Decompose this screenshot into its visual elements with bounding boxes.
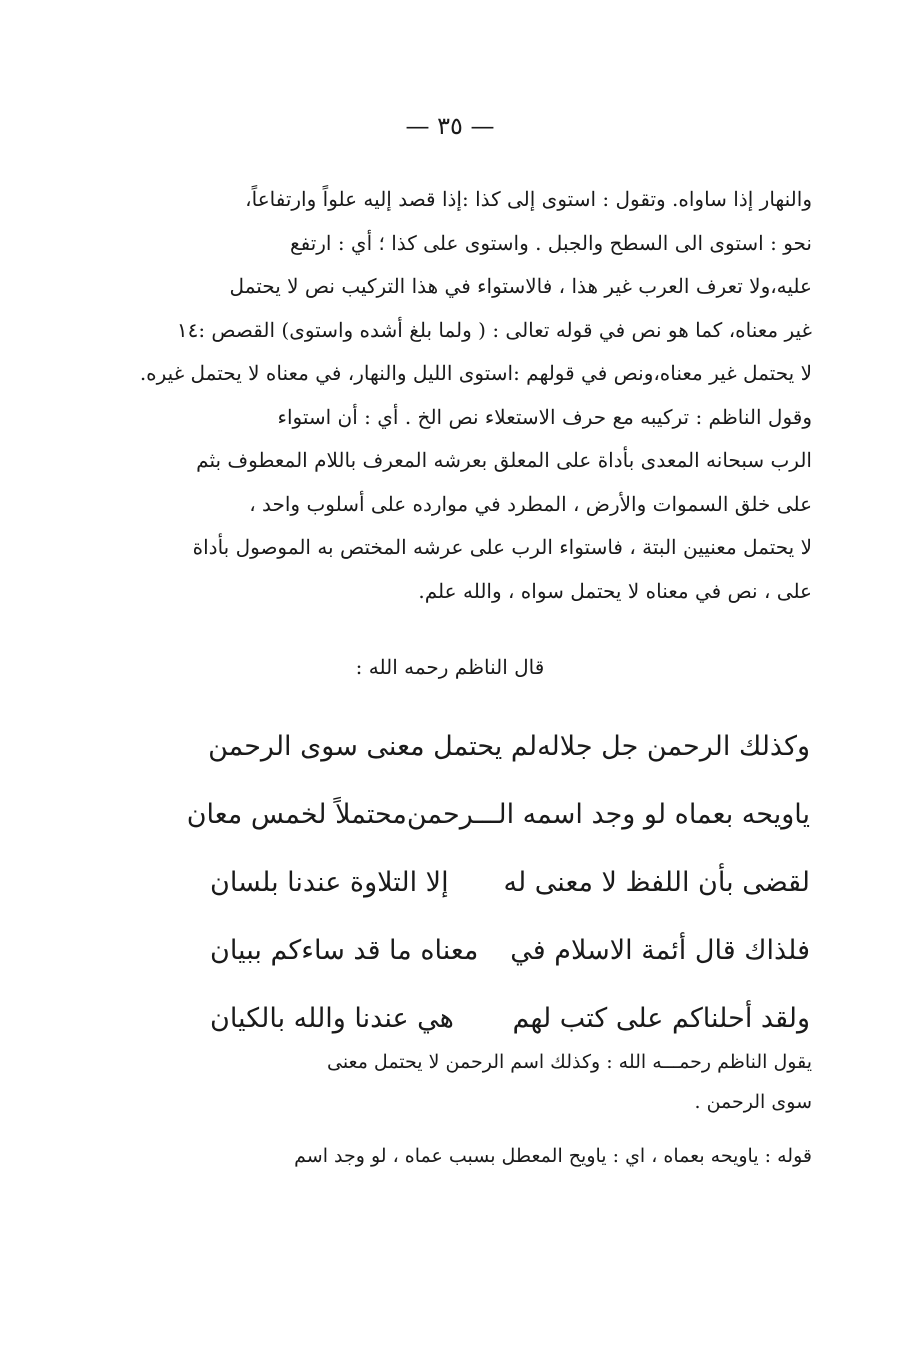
verse-first-hemistich: ياويحه بعماه لو وجد اسمه الـــرحمن bbox=[406, 798, 810, 830]
verse-second-hemistich: معناه ما قد ساءكم ببيان bbox=[210, 934, 479, 966]
text-line: لا يحتمل معنيين البتة ، فاستواء الرب على عرشه المختص به الموصول بأداة bbox=[192, 535, 812, 559]
verse-second-hemistich: محتملاً لخمس معان bbox=[186, 798, 407, 830]
text-line: قوله : ياويحه بعماه ، اي : ياويح المعطل بسبب عماه ، لو وجد اسم bbox=[294, 1145, 812, 1167]
commentary-paragraph bbox=[200, 1042, 812, 1176]
poem-verses bbox=[186, 712, 810, 1052]
text-line: على ، نص في معناه لا يحتمل سواه ، والله علم. bbox=[418, 578, 812, 603]
verse-first-hemistich: ولقد أحلناكم على كتب لهم bbox=[512, 1002, 810, 1034]
verse-second-hemistich: هي عندنا والله بالكيان bbox=[210, 1002, 454, 1034]
text-line: والنهار إذا ساواه. وتقول : استوى إلى كذا :إذا قصد إليه علواً وارتفاعاً، bbox=[245, 187, 812, 211]
text-line: سوى الرحمن . bbox=[694, 1091, 812, 1113]
page-number: — ٣٥ — bbox=[405, 112, 495, 140]
verse-line bbox=[210, 916, 810, 984]
verse-first-hemistich: وكذلك الرحمن جل جلاله bbox=[537, 730, 810, 762]
verse-second-hemistich: لم يحتمل معنى سوى الرحمن bbox=[208, 730, 538, 762]
text-line: الرب سبحانه المعدى بأداة على المعلق بعرشه المعرف باللام المعطوف بثم bbox=[196, 448, 812, 472]
text-line: نحو : استوى الى السطح والجبل . واستوى على كذا ؛ أي : ارتفع bbox=[289, 230, 812, 255]
text-line: يقول الناظم رحمـــه الله : وكذلك اسم الرحمن لا يحتمل معنى bbox=[326, 1051, 812, 1073]
text-line: عليه،ولا تعرف العرب غير هذا ، فالاستواء في هذا التركيب نص لا يحتمل bbox=[229, 274, 812, 298]
paragraph-main bbox=[139, 178, 812, 613]
verse-line bbox=[186, 780, 810, 848]
verse-first-hemistich: لقضى بأن اللفظ لا معنى له bbox=[503, 866, 810, 898]
verse-second-hemistich: إلا التلاوة عندنا بلسان bbox=[210, 866, 449, 898]
verse-intro: قال الناظم رحمه الله : bbox=[355, 655, 545, 679]
text-line: لا يحتمل غير معناه،ونص في قولهم :استوى الليل والنهار، في معناه لا يحتمل غيره. bbox=[139, 361, 812, 385]
verse-first-hemistich: فلذاك قال أئمة الاسلام في bbox=[510, 934, 810, 966]
verse-line bbox=[210, 712, 810, 780]
text-line: وقول الناظم : تركيبه مع حرف الاستعلاء نص الخ . أي : أن استواء bbox=[277, 404, 812, 429]
text-line: غير معناه، كما هو نص في قوله تعالى : ( ولما بلغ أشده واستوى) القصص :١٤ bbox=[176, 317, 812, 342]
verse-line bbox=[210, 848, 810, 916]
text-line: على خلق السموات والأرض ، المطرد في موارده على أسلوب واحد ، bbox=[249, 491, 812, 516]
